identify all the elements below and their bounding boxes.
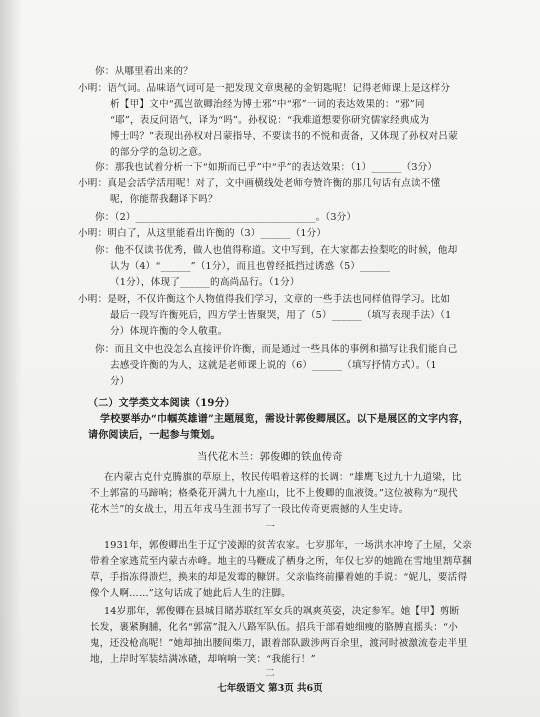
- dialogue-line: 你：他不仅读书优秀，做人也值得称道。文中写到，在大家都去捡梨吃的时候，他却: [95, 245, 458, 256]
- article-line: 1931年，郭俊卿出生于辽宁凌源的贫苦农家。七岁那年，一场洪水冲垮了土屋，父亲: [104, 540, 472, 551]
- dialogue-line: 的部分学的急切之意。: [110, 147, 208, 158]
- dialogue-line: 小明：是呀，不仅许衡这个人物值得我们学习，文章的一些手法也同样值得学习。比如: [78, 294, 451, 305]
- dialogue-line: 去感受许衡的为人，这就是老师课上说的（6）______（填写抒情方式）。（1: [110, 360, 437, 371]
- article-line: 花木兰”的女战士，用五年戎马生涯书写了一段比传奇更震撼的人生史诗。: [90, 504, 409, 515]
- page-edge-shadow: [0, 0, 22, 717]
- article-line: 在内蒙古克什克腾旗的草原上，牧民传唱着这样的长调：“雄鹰飞过九十九道梁，比: [104, 472, 462, 483]
- dialogue-line: 小明：真是会活学活用呢！对了，文中画横线处老师夸赞许衡的那几句话有点读不懂: [78, 178, 441, 189]
- dialogue-line: 分）体现许衡的令人敬重。: [110, 326, 228, 337]
- dialogue-line: 小明：语气词。品味语气词可是一把发现文章奥秘的金钥匙呢！记得老师课上是这样分: [78, 83, 451, 94]
- dialogue-line: 最后一段写许衡死后，四方学士皆聚哭，用了（5）______（填写表现手法）（1: [110, 310, 452, 321]
- dialogue-line: 你：那我也试着分析一下“如斯而已乎”中“乎”的表达效果：（1）______（3分）: [95, 162, 438, 173]
- dialogue-line: 小明：明白了，从这里能看出许衡的（3）______（1分）: [78, 228, 327, 239]
- article-line: 14岁那年，郭俊卿在县城目睹苏联红军女兵的飒爽英姿，决定参军。她【甲】剪断: [104, 606, 460, 617]
- article-line: 不上郭富的马蹄响；格桑花开满九十九座山，比不上俊卿的血液烫。”这位被称为“现代: [90, 488, 458, 499]
- dialogue-line: “耶”，表反问语气，译为“吗”。孙权说：“我难道想要你研究儒家经典成为: [110, 115, 430, 126]
- section-heading: （二）文学类文本阅读（19分）: [88, 398, 235, 409]
- section-intro: 学校要举办“巾帼英雄谱”主题展览，需设计郭俊卿展区。以下是展区的文字内容，: [100, 414, 469, 425]
- section-intro: 请你阅读后，一起参与策划。: [88, 430, 221, 441]
- dialogue-line: 分）: [110, 376, 130, 387]
- article-line: 带着全家逃荒至内蒙古赤峰。地主的马鞭成了栖身之所，年仅七岁的她跪在雪地里割草捆: [90, 556, 472, 567]
- page-footer: 七年级语文 第3页 共6页: [217, 683, 323, 694]
- article-line: 像个人啊……”这句话成了她此后人生的注脚。: [90, 588, 291, 599]
- dialogue-line: 你：而且文中也没怎么直接评价许衡，而是通过一些具体的事例和描写让我们能自己: [95, 344, 458, 355]
- article-line: 地，上岸时军装结满冰碴，却响响一笑：“我能行！”: [90, 654, 316, 665]
- dialogue-line: 你：（2）____________________________________。（3分）: [95, 212, 357, 223]
- article-line: 长发，裹紧胸脯，化名“郭富”混入八路军队伍。招兵干部看她细瘦的胳膊直摇头：“小: [90, 622, 458, 633]
- article-line: 鬼，还没枪高呢！”她却抽出腰间柴刀，跟着部队跋涉两百余里，渡河时被激流卷走半里: [90, 638, 468, 649]
- section-marker: 一: [265, 522, 275, 533]
- dialogue-line: 呢，你能帮我翻译下吗？: [110, 194, 218, 205]
- dialogue-line: 认为（4）“______”（1分），而且也曾经抵挡过诱惑（5）______: [110, 261, 391, 272]
- section-marker: 二: [265, 668, 275, 679]
- dialogue-line: 析【甲】文中“孤岂欲卿治经为博士邪”中“邪”一词的表达效果的：“邪”同: [110, 99, 425, 110]
- dialogue-line: （1分），体现了______的高尚品行。（1分）: [110, 277, 300, 288]
- dialogue-line: 博士吗？”表现出孙权对吕蒙指导、不要读书的不悦和责备，又体现了孙权对吕蒙: [110, 131, 458, 142]
- article-title: 当代花木兰：郭俊卿的铁血传奇: [197, 452, 343, 463]
- article-line: 草，手指冻得溃烂，换来的却是发霉的糠饼。父亲临终前攥着她的手说：“妮儿，要活得: [90, 572, 468, 583]
- dialogue-line: 你：从哪里看出来的？: [95, 66, 193, 77]
